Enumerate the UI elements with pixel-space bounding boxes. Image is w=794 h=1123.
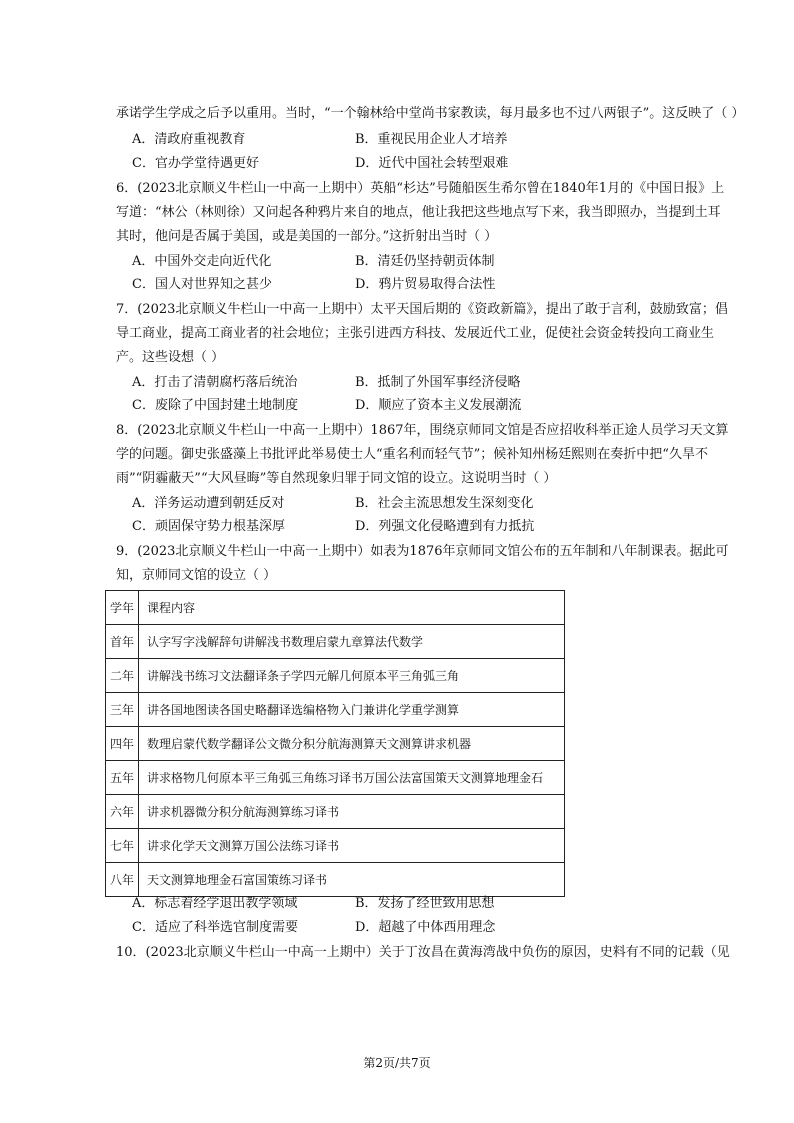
q7-option-d: D．顺应了资本主义发展潮流 xyxy=(355,398,522,413)
q7-text-line-3: 产。这些设想（ ） xyxy=(116,350,225,365)
q5-text-line: 承诺学生学成之后予以重用。当时，“一个翰林给中堂尚书家教读，每月最多也不过八两银子”。这反映了（ ） xyxy=(116,106,745,121)
table-row xyxy=(106,761,565,795)
table-row xyxy=(106,659,565,693)
table-cell-year: 六年 xyxy=(106,795,139,829)
table-cell-year: 首年 xyxy=(106,625,139,659)
q6-option-d: D．鸦片贸易取得合法性 xyxy=(355,277,496,292)
q7-text-line-1: 7．(2023北京顺义牛栏山一中高一上期中）太平天国后期的《资政新篇》，提出了敢于言利，鼓励致富；倡 xyxy=(116,302,728,317)
q9-option-d: D．超越了中体西用理念 xyxy=(355,920,496,935)
table-header-row xyxy=(106,591,565,625)
table-header-year: 学年 xyxy=(106,591,139,625)
q7-option-a: A．打击了清朝腐朽落后统治 xyxy=(132,375,298,390)
table-cell-year: 七年 xyxy=(106,829,139,863)
table-cell-content: 数理启蒙代数学翻译公文微分积分航海测算天文测算讲求机器 xyxy=(139,727,565,761)
q8-option-a: A．洋务运动遭到朝廷反对 xyxy=(132,496,285,511)
table-row xyxy=(106,829,565,863)
table-cell-year: 五年 xyxy=(106,761,139,795)
q6-option-b: B．清廷仍坚持朝贡体制 xyxy=(355,254,495,269)
table-cell-content: 讲求化学天文测算万国公法练习译书 xyxy=(139,829,565,863)
table-row xyxy=(106,795,565,829)
table-cell-content: 讲各国地图读各国史略翻译选编格物入门兼讲化学重学测算 xyxy=(139,693,565,727)
table-cell-content: 讲解浅书练习文法翻译条子学四元解几何原本平三角弧三角 xyxy=(139,659,565,693)
curriculum-table xyxy=(105,590,565,897)
q7-option-c: C．废除了中国封建土地制度 xyxy=(132,398,298,413)
q8-text-line-3: 雨”“阴霾蔽天”“大风昼晦”等自然现象归罪于同文馆的设立。这说明当时（ ） xyxy=(116,471,557,486)
q6-text-line-2: 写道：“林公（林则徐）又问起各种鸦片来自的地点，他让我把这些地点写下来，我当即照办，当提到土耳 xyxy=(116,205,721,220)
table-row xyxy=(106,727,565,761)
table-cell-content: 认字写字浅解辞句讲解浅书数理启蒙九章算法代数学 xyxy=(139,625,565,659)
table-cell-content: 讲求格物几何原本平三角弧三角练习译书万国公法富国策天文测算地理金石 xyxy=(139,761,565,795)
q8-text-line-2: 学的问题。御史张盛藻上书批评此举易使士人“重名利而轻气节”；候补知州杨廷熙则在奏折中把“久旱不 xyxy=(116,447,708,462)
table-cell-year: 二年 xyxy=(106,659,139,693)
q5-option-d: D．近代中国社会转型艰难 xyxy=(355,156,509,171)
page-number-footer: 第2页/共7页 xyxy=(363,1056,431,1070)
q8-text-line-1: 8．(2023北京顺义牛栏山一中高一上期中）1867年，围绕京师同文馆是否应招收科举正途人员学习天文算 xyxy=(116,423,729,438)
table-cell-year: 八年 xyxy=(106,863,139,897)
table-cell-year: 三年 xyxy=(106,693,139,727)
q9-text-line-1: 9．(2023北京顺义牛栏山一中高一上期中）如表为1876年京师同文馆公布的五年制和八年制课表。据此可 xyxy=(116,544,729,559)
table-row xyxy=(106,693,565,727)
q7-text-line-2: 导工商业，提高工商业者的社会地位；主张引进西方科技、发展近代工业，促使社会资金转投向工商业生 xyxy=(116,326,715,341)
q8-option-c: C．顽固保守势力根基深厚 xyxy=(132,519,285,534)
q5-option-c: C．官办学堂待遇更好 xyxy=(132,156,259,171)
table-cell-year: 四年 xyxy=(106,727,139,761)
q5-option-a: A．清政府重视教育 xyxy=(132,132,246,147)
q9-text-line-2: 知，京师同文馆的设立（ ） xyxy=(116,568,277,583)
q7-option-b: B．抵制了外国军事经济侵略 xyxy=(355,375,521,390)
q9-option-c: C．适应了科举选官制度需要 xyxy=(132,920,298,935)
table-header-content: 课程内容 xyxy=(139,591,565,625)
table-row xyxy=(106,863,565,897)
q6-text-line-1: 6．(2023北京顺义牛栏山一中高一上期中）英船“杉达”号随船医生希尔曾在1840年1月的《中国日报》上 xyxy=(116,181,725,196)
q6-option-c: C．国人对世界知之甚少 xyxy=(132,277,272,292)
q8-option-d: D．列强文化侵略遭到有力抵抗 xyxy=(355,519,535,534)
table-cell-content: 天文测算地理金石富国策练习译书 xyxy=(139,863,565,897)
q6-option-a: A．中国外交走向近代化 xyxy=(132,254,272,269)
q5-option-b: B．重视民用企业人才培养 xyxy=(355,132,508,147)
q9-option-a: A．标志着经学退出教学领域 xyxy=(132,896,298,911)
table-row xyxy=(106,625,565,659)
q9-option-b: B．发扬了经世致用思想 xyxy=(355,896,495,911)
q6-text-line-3: 其时，他问是否属于美国，或是美国的一部分。”这折射出当时（ ） xyxy=(116,229,498,244)
q8-option-b: B．社会主流思想发生深刻变化 xyxy=(355,496,534,511)
table-cell-content: 讲求机器微分积分航海测算练习译书 xyxy=(139,795,565,829)
q10-text-line-1: 10．(2023北京顺义牛栏山一中高一上期中）关于丁汝昌在黄海湾战中负伤的原因，史料有不同的记载（见 xyxy=(116,945,730,960)
